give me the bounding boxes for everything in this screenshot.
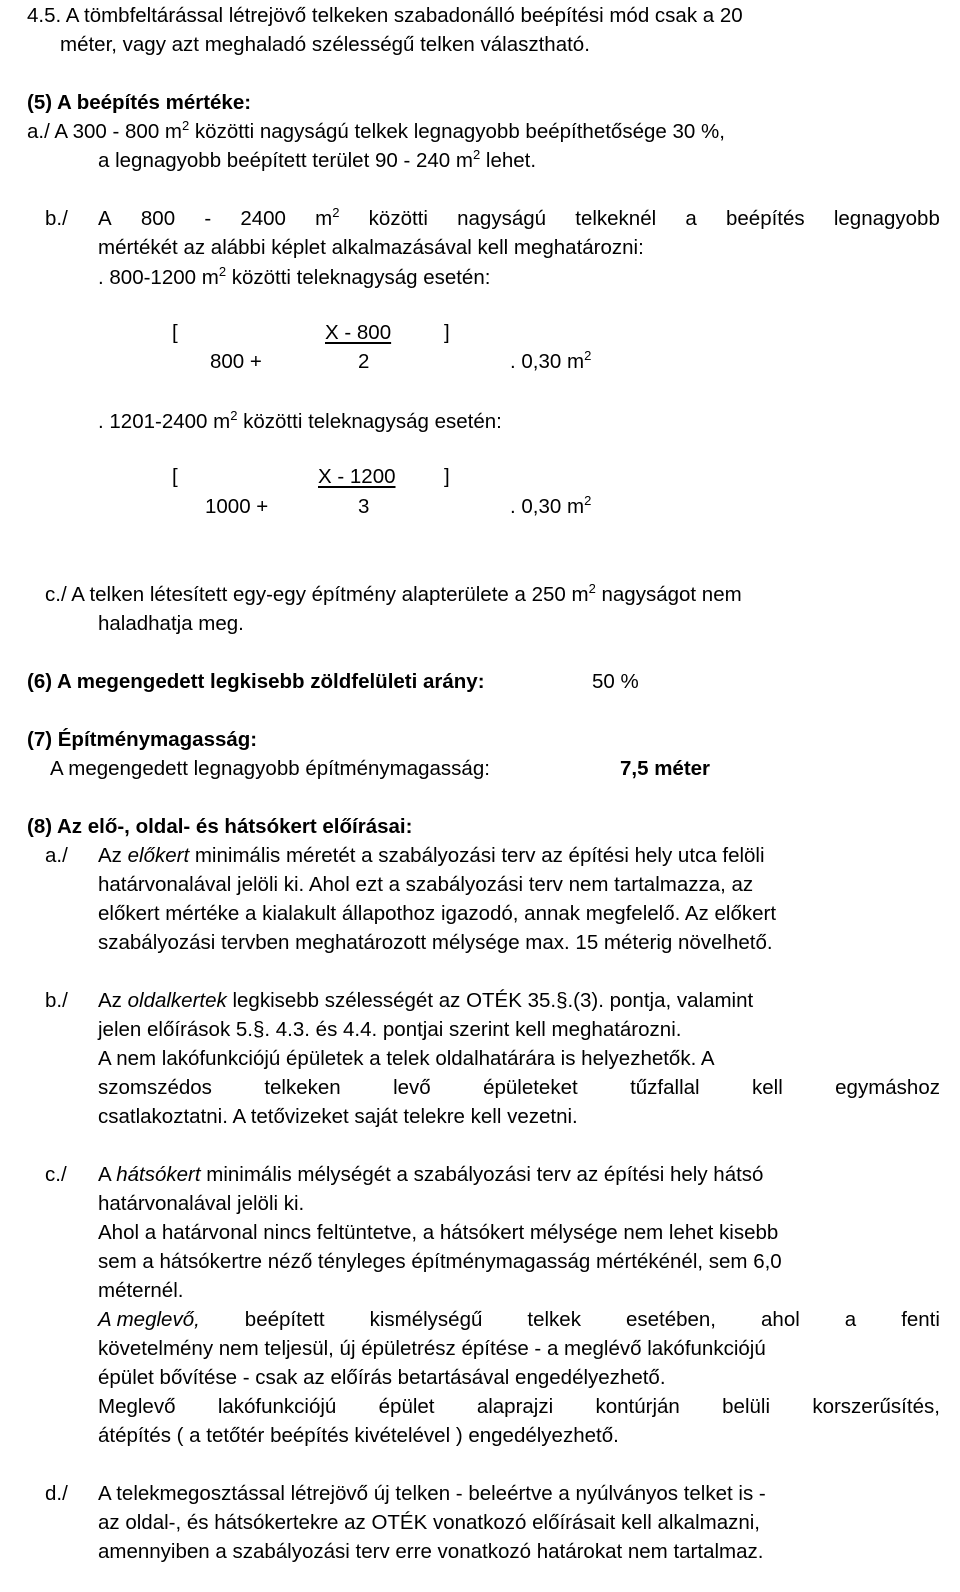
section-8-b-line-3: A nem lakófunkciójú épületek a telek oldalhatárára is helyezhetők. A: [98, 1047, 715, 1070]
section-8-d-line-2: az oldal-, és hátsókertekre az OTÉK vonatkozó előírásait kell alkalmazni,: [98, 1511, 760, 1534]
section-6-value: 50 %: [592, 670, 639, 693]
section-8-c-line-1: A hátsókert minimális mélységét a szabályozási terv az építési hely hátsó: [98, 1163, 764, 1186]
section-8-c-line-9: Meglevő lakófunkciójú épület alaprajzi kontúrján belüli korszerűsítés,: [98, 1395, 940, 1418]
section-5-b-line-2: mértékét az alábbi képlet alkalmazásával kell meghatározni:: [98, 236, 644, 259]
section-8-a-line-3: előkert mértéke a kialakult állapothoz igazodó, annak megfelelő. Az előkert: [98, 902, 777, 925]
section-8-c-line-6: A meglevő, beépített kismélységű telkek esetében, ahol a fenti: [98, 1308, 940, 1331]
paragraph-4-5-line-2: méter, vagy azt meghaladó szélességű telken választható.: [60, 33, 590, 56]
section-8-a-line-2: határvonalával jelöli ki. Ahol ezt a szabályozási terv nem tartalmazza, az: [98, 873, 754, 896]
section-8-c-line-5: méternél.: [98, 1279, 184, 1302]
section-7-label: A megengedett legnagyobb építménymagasság:: [50, 757, 490, 780]
section-7-value: 7,5 méter: [620, 757, 711, 780]
section-8-b-line-1: Az oldalkertek legkisebb szélességét az OTÉK 35.§.(3). pontja, valamint: [98, 989, 754, 1012]
section-5-a-line-2: a legnagyobb beépített terület 90 - 240 $m^2$ lehet.: [98, 147, 537, 172]
section-8-a-line-1: Az előkert minimális méretét a szabályozási terv az építési hely utca felöli: [98, 844, 765, 867]
section-8-b-line-4: szomszédos telkeken levő épületeket tűzfallal kell egymáshoz: [98, 1076, 940, 1099]
section-5-b-line-1: A 800 - 2400 $m^2$ közötti nagyságú telkeknél a beépítés legnagyobb: [98, 205, 940, 230]
formula-2-denominator: 3: [358, 495, 370, 518]
section-8-c-label: c./: [45, 1163, 67, 1186]
section-5-c-line-1: c./ A telken létesített egy-egy építmény alapterülete a 250 $m^2$ nagyságot nem: [45, 581, 742, 606]
section-8-d-label: d./: [45, 1482, 68, 1505]
formula-1-denominator: 2: [358, 350, 370, 373]
section-8-d-line-3: amennyiben a szabályozási terv erre vonatkozó határokat nem tartalmaz.: [98, 1540, 764, 1563]
formula-1-numerator: X - 800: [325, 321, 392, 344]
section-8-c-line-8: épület bővítése - csak az előírás betartásával engedélyezhető.: [98, 1366, 666, 1389]
section-8-b-label: b./: [45, 989, 68, 1012]
section-5-b-label: b./: [45, 207, 68, 230]
section-8-c-line-7: követelmény nem teljesül, új épületrész építése - a meglévő lakófunkciójú: [98, 1337, 766, 1360]
section-7-heading: (7) Építménymagasság:: [27, 728, 258, 751]
formula-1-right-bracket: ]: [444, 321, 450, 344]
case-2-heading: . 1201-2400 $m^2$ közötti teleknagyság esetén:: [98, 408, 502, 433]
section-8-c-line-2: határvonalával jelöli ki.: [98, 1192, 305, 1215]
formula-2-right-bracket: ]: [444, 465, 450, 488]
formula-2-numerator: X - 1200: [318, 465, 396, 488]
formula-1-left-bracket: [: [172, 321, 178, 344]
formula-1-multiplier: . 0,30 $m^2$: [510, 348, 592, 373]
formula-2-multiplier: . 0,30 $m^2$: [510, 493, 592, 518]
formula-2-left-bracket: [: [172, 465, 178, 488]
section-5-c-line-2: haladhatja meg.: [98, 612, 244, 635]
section-8-d-line-1: A telekmegosztással létrejövő új telken - beleértve a nyúlványos telket is -: [98, 1482, 766, 1505]
section-8-b-line-2: jelen előírások 5.§. 4.3. és 4.4. pontjai szerint kell meghatározni.: [98, 1018, 682, 1041]
section-5-heading: (5) A beépítés mértéke:: [27, 91, 252, 114]
section-8-c-line-3: Ahol a határvonal nincs feltüntetve, a hátsókert mélysége nem lehet kisebb: [98, 1221, 779, 1244]
section-8-a-line-4: szabályozási tervben meghatározott mélysége max. 15 méterig növelhető.: [98, 931, 773, 954]
section-6-heading: (6) A megengedett legkisebb zöldfelületi arány:: [27, 670, 485, 693]
formula-1-base: 800 +: [210, 350, 262, 373]
section-8-heading: (8) Az elő-, oldal- és hátsókert előírásai:: [27, 815, 413, 838]
section-5-a-line-1: a./ A 300 - 800 $m^2$ közötti nagyságú telkek legnagyobb beépíthetősége 30 %,: [27, 118, 725, 143]
section-8-c-line-10: átépítés ( a tetőtér beépítés kivételével ) engedélyezhető.: [98, 1424, 619, 1447]
section-8-b-line-5: csatlakoztatni. A tetővizeket saját telekre kell vezetni.: [98, 1105, 578, 1128]
paragraph-4-5-line-1: 4.5. A tömbfeltárással létrejövő telkeken szabadonálló beépítési mód csak a 20: [27, 4, 743, 27]
case-1-heading: . 800-1200 $m^2$ közötti teleknagyság esetén:: [98, 264, 491, 289]
formula-2-base: 1000 +: [205, 495, 269, 518]
section-8-c-line-4: sem a hátsókertre néző tényleges építménymagasság mértékénél, sem 6,0: [98, 1250, 782, 1273]
section-8-a-label: a./: [45, 844, 68, 867]
